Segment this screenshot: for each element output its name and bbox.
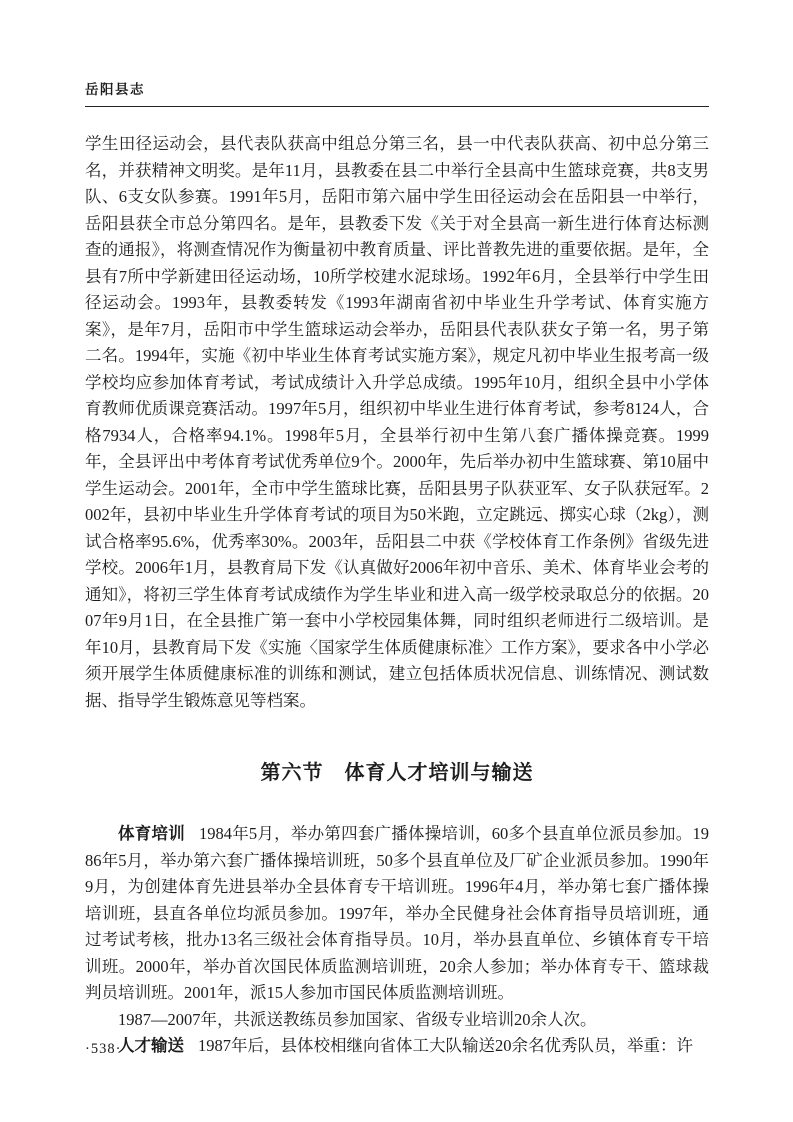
page-footer <box>85 1040 121 1058</box>
running-head-book-title: 岳阳县志 <box>85 82 145 97</box>
paragraph-text-sports-training: 1984年5月，举办第四套广播体操培训，60多个县直单位派员参加。1986年5月，举办第六套广播体操培训班，50多个县直单位及厂矿企业派员参加。1990年9月，为创建体育先进县举办全县体育专干培训班。1996年4月，举办第七套广播体操培训班，县直各单位均派员参加。1997年，举办全民健身社会体育指导员培训班，通过考试考核，批办13名三级社会体育指导员。10月，举办县直单位、乡镇体育专干培训班。2000年，举办首次国民体质监测培训班，20余人参加；举办体育专干、篮球裁判员培训班。2001年，派15人参加市国民体质监测培训班。 <box>85 824 709 1002</box>
paragraph-label-sports-training: 体育培训 <box>118 825 185 843</box>
page-body <box>85 131 709 1060</box>
paragraph-text-talent-output: 1987年后，县体校相继向省体工大队输送20余名优秀队员，举重：许 <box>198 1036 694 1055</box>
body-paragraph-continuation: 学生田径运动会，县代表队获高中组总分第三名，县一中代表队获高、初中总分第三名，并获精神文明奖。是年11月，县教委在县二中举行全县高中生篮球竞赛，共8支男队、6支女队参赛。1991年5月，岳阳市第六届中学生田径运动会在岳阳县一中举行，岳阳县获全市总分第四名。是年，县教委下发《关于对全县高一新生进行体育达标测查的通报》，将测查情况作为衡量初中教育质量、评比普教先进的重要依据。是年，全县有7所中学新建田径运动场，10所学校建水泥球场。1992年6月，全县举行中学生田径运动会。1993年，县教委转发《1993年湖南省初中毕业生升学考试、体育实施方案》，是年7月，岳阳市中学生篮球运动会举办，岳阳县代表队获女子第一名，男子第二名。1994年，实施《初中毕业生体育考试实施方案》，规定凡初中毕业生报考高一级学校均应参加体育考试，考试成绩计入升学总成绩。1995年10月，组织全县中小学体育教师优质课竞赛活动。1997年5月，组织初中毕业生进行体育考试，参考8124人，合格7934人，合格率94.1%。1998年5月，全县举行初中生第八套广播体操竞赛。1999年，全县评出中考体育考试优秀单位9个。2000年，先后举办初中生篮球赛、第10届中学生运动会。2001年，全市中学生篮球比赛，岳阳县男子队获亚军、女子队获冠军。2002年，县初中毕业生升学体育考试的项目为50米跑，立定跳远、掷实心球（2kg），测试合格率95.6%，优秀率30%。2003年，岳阳县二中获《学校体育工作条例》省级先进学校。2006年1月，县教育局下发《认真做好2006年初中音乐、美术、体育毕业会考的通知》，将初三学生体育考试成绩作为学生毕业和进入高一级学校录取总分的依据。2007年9月1日，在全县推广第一套中小学校园集体舞，同时组织老师进行二级培训。是年10月，县教育局下发《实施〈国家学生体质健康标准〉工作方案》，要求各中小学必须开展学生体质健康标准的训练和测试，建立包括体质状况信息、训练情况、测试数据、指导学生锻炼意见等档案。 <box>85 134 710 710</box>
section-heading: 第六节 体育人才培训与输送 <box>260 762 534 784</box>
body-paragraph-talent-output <box>85 1033 709 1060</box>
body-paragraph-coach-training <box>85 1007 709 1034</box>
page-number: ·538· <box>85 1041 122 1057</box>
paragraph-label-talent-output: 人才输送 <box>118 1037 184 1055</box>
body-paragraph-sports-training <box>85 821 709 1007</box>
page-header <box>85 78 709 107</box>
paragraph-text-coach-training: 1987—2007年，共派送教练员参加国家、省级专业培训20余人次。 <box>118 1009 597 1029</box>
